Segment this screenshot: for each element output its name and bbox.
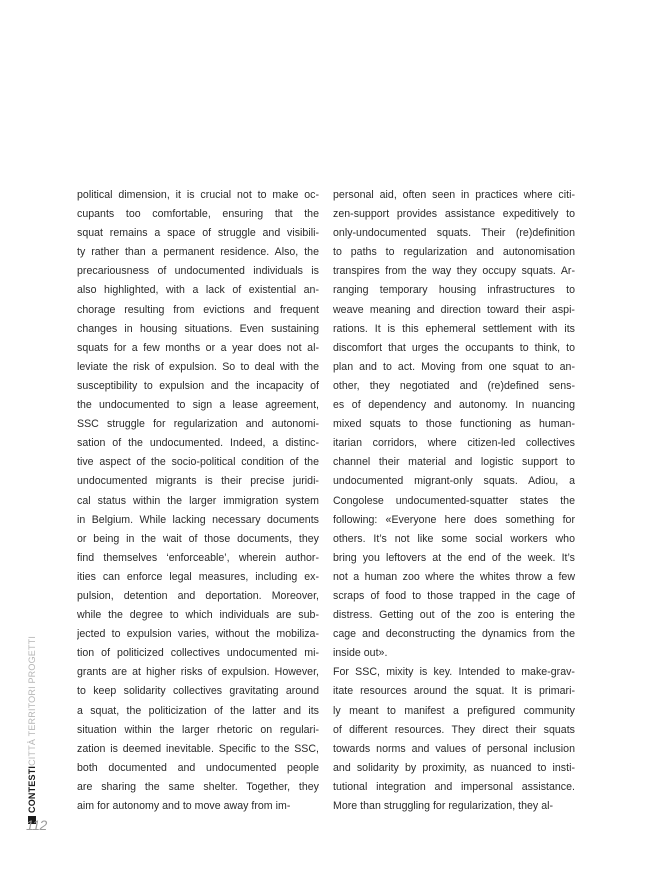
text-line: following: «Everyone here does something for [333, 513, 575, 526]
text-line: itate resources around the squat. It is primari- [333, 685, 575, 698]
text-line: channel their material and logistic support to [333, 456, 575, 469]
text-line: to keep solidarity collectives gravitating around [77, 685, 319, 698]
running-header [25, 635, 39, 834]
text-line: personal aid, often seen in practices where citi- [333, 189, 575, 201]
text-line: Congolese undocumented-squatter states the [333, 494, 575, 507]
text-line: For SSC, mixity is key. Intended to make-grav- [333, 666, 575, 679]
text-line: ty rather than a permanent residence. Also, the [77, 246, 319, 259]
text-line: also highlighted, with a lack of existential an- [77, 284, 319, 297]
page-number: 112 [26, 817, 47, 833]
text-line: ranging temporary housing infrastructures to [333, 284, 575, 297]
text-line: of different resources. They direct their squats [333, 723, 575, 736]
text-line: are sharing the same shelter. Together, they [77, 780, 319, 793]
text-line: squats for a few months or a year does not al- [77, 341, 319, 354]
text-line: while the degree to which individuals are sub- [77, 609, 319, 622]
text-line: inside out». [333, 647, 388, 660]
text-line: sation of the undocumented. Indeed, a distinc- [77, 437, 319, 450]
text-line: tive aspect of the socio-political condition of the [77, 456, 319, 469]
text-line: squat remains a space of struggle and visibili- [77, 227, 319, 240]
text-line: weave meaning and direction toward their aspi- [333, 303, 575, 316]
left-column [77, 186, 319, 816]
text-line: changes in housing situations. Even sustaining [77, 322, 319, 335]
text-line: only-undocumented squats. Their (re)definition [333, 227, 575, 240]
text-line: scraps of food to those trapped in the cage of [333, 589, 575, 602]
text-line: tutional integration and impersonal assistance. [333, 780, 575, 793]
text-line: mixed squats to those functioning as human- [333, 418, 575, 431]
text-line: to paths to regularization and autonomisation [333, 246, 575, 259]
text-line: distress. Getting out of the zoo is entering the [333, 609, 575, 622]
text-line: itarian corridors, where citizen-led collectives [333, 437, 575, 450]
text-line: zen-support provides assistance expeditively to [333, 208, 575, 221]
text-line: undocumented migrant-only squats. Adiou, a [333, 475, 575, 488]
text-line: and solidarity by proximity, as nuanced to insti- [333, 761, 575, 774]
section-label [25, 635, 39, 824]
text-line: chorage resulting from evictions and frequent [77, 303, 319, 316]
text-line: SSC struggle for regularization and autonomi- [77, 418, 319, 431]
text-line: situation within the larger rhetoric on regulari- [77, 723, 319, 736]
text-line: zation is deemed inevitable. Specific to the SSC, [77, 742, 319, 755]
text-line: leviate the risk of expulsion. So to deal with the [77, 360, 319, 373]
text-line: More than struggling for regularization, they al- [333, 800, 554, 812]
section-subtitle: CITTÀ TERRITORI PROGETTI [27, 635, 37, 766]
text-line: aim for autonomy and to move away from im- [77, 800, 291, 812]
text-line: plan and to act. Moving from one squat to an- [333, 360, 575, 373]
text-line: es of dependency and autonomy. In nuancing [333, 399, 575, 412]
text-line: both documented and undocumented people [77, 761, 319, 774]
text-line: political dimension, it is crucial not to make oc- [77, 189, 319, 201]
text-line: not a human zoo where the whites throw a few [333, 570, 575, 583]
text-line: discomfort that urges the occupants to think, to [333, 341, 575, 354]
text-line: or being in the wait of those documents, they [77, 532, 319, 545]
text-line: bring you leftovers at the end of the week. It’s [333, 551, 575, 564]
text-line: ities can enforce legal measures, including ex- [77, 570, 319, 583]
text-line: in Belgium. While lacking necessary documents [77, 513, 319, 526]
text-line: grants are at higher risks of expulsion. However, [77, 666, 319, 679]
text-line: transpires from the way they occupy squats. Ar- [333, 265, 575, 278]
text-line: the undocumented to sign a lease agreement, [77, 399, 319, 412]
text-line: susceptibility to expulsion and the incapacity of [77, 379, 319, 392]
text-line: tion of politicized collectives undocumented mi- [77, 647, 319, 660]
text-line: others. It’s not like some social workers who [333, 532, 575, 545]
right-column [333, 186, 575, 816]
text-line: cage and deconstructing the dynamics from the [333, 628, 575, 641]
section-title: CONTESTI [27, 765, 37, 813]
text-line: pulsion, detention and deportation. Moreover, [77, 589, 319, 602]
text-line: rations. It is this ephemeral settlement with its [333, 322, 575, 335]
text-line: a squat, the politicization of the latter and its [77, 704, 319, 717]
text-line: find themselves ‘enforceable’, wherein author- [77, 551, 319, 564]
text-line: undocumented migrants is their precise juridi- [77, 475, 319, 488]
text-line: ly meant to manifest a prefigured community [333, 704, 575, 717]
text-line: jected to expulsion varies, without the mobiliza- [77, 628, 319, 641]
text-line: cal status within the larger immigration system [77, 494, 319, 507]
text-line: cupants too comfortable, ensuring that the [77, 208, 319, 221]
text-line: towards norms and values of personal inclusion [333, 742, 575, 755]
text-line: other, they negotiated and (re)defined sens- [333, 379, 575, 392]
text-line: precariousness of undocumented individuals is [77, 265, 319, 278]
